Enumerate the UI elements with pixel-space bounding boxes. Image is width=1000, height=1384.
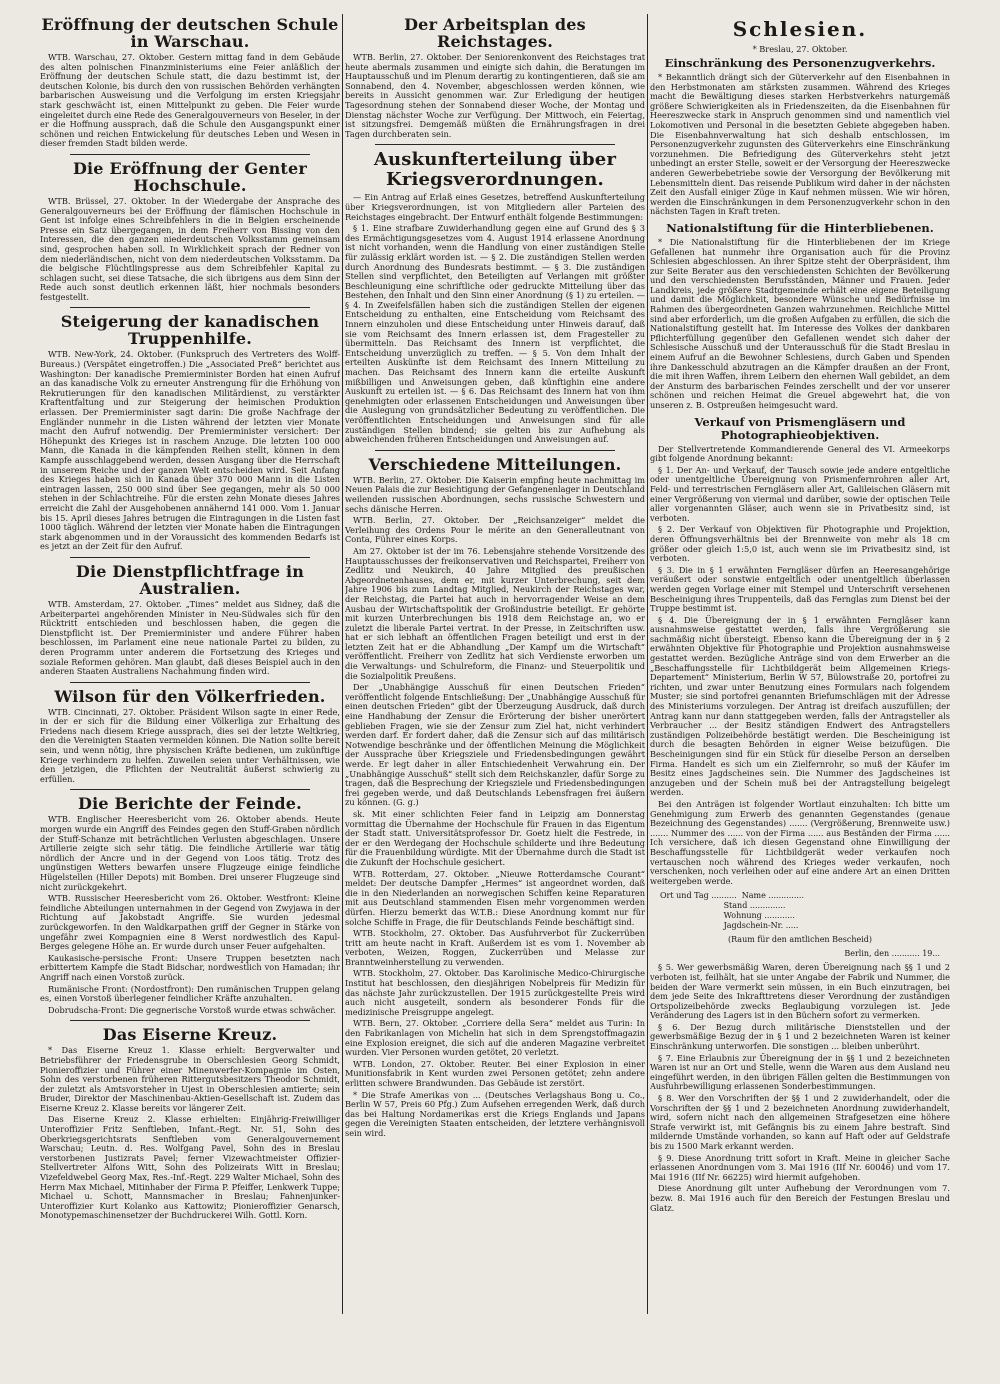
- article-text: WTB. Amsterdam, 27. Oktober. „Times“ meldet aus Sidney, daß die Arbeiterpartei angehörenden Minister in Neu-Südwales sich für den Rücktritt entschieden und beschlossen haben, die gegen die Dienstpflicht ist. Der Premierminister und andere Führer haben beschlossen, im Parlament eine neue nationale Partei zu bilden, zu deren Programm unter anderem die Fortsetzung des Krieges und soziale Reformen gehören. Man glaubt, daß dieses Beispiel auch in den anderen Staaten Australiens Nachahmung finden wird.: [40, 598, 340, 677]
- article-text: § 1. Eine strafbare Zuwiderhandlung gegen eine auf Grund des § 3 des Ermächtigungsgesetzes vom 4. August 1914 erlassene Anordnung ist nicht vorhanden, wenn die Handlung von einer zuständigen Stelle für zulässig erklärt worden ist. — § 2. Die zuständigen Stellen werden durch Anordnung des Bundesrats bestimmt. — § 3. Die zuständigen Stellen sind verpflichtet, den Beteiligten auf Verlangen mit größter Beschleunigung eine schriftliche oder gedruckte Mitteilung über das Bestehen, den Inhalt und den Sinn einer Anordnung (§ 1) zu erteilen. — § 4. In Zweifelsfällen haben sich die zuständigen Stellen der eigenen Entscheidung zu enthalten, eine Entscheidung vom Reichsamt des Innern einzuholen und diese Entscheidung unter Hinweis darauf, daß sie vom Reichsamt des Innern erlassen ist, dem Fragesteller zu übermitteln. Das Reichsamt des Innern ist verpflichtet, die Entscheidung unverzüglich zu treffen. — § 5. Von dem Inhalt der erteilten Auskünfte ist dem Reichsamt des Innern Mitteilung zu machen. Das Reichsamt des Innern kann die erteilte Auskunft mißbilligen und Anweisungen geben, daß künftighin eine andere Auskunft zu erteilen ist. — § 6. Das Reichsamt des Innern hat von ihm genehmigten oder erlassenen Entscheidungen und Anweisungen über die Auslegung von grundsätzlicher Bedeutung zu veröffentlichen. Die veröffentlichten Entscheidungen und Anweisungen sind für alle zuständigen Stellen bindend; sie gelten bis zur Aufhebung als abweichenden früheren Entscheidungen und Anweisungen auf.: [345, 223, 645, 445]
- article-mitteilungen: [345, 456, 645, 1139]
- article-text: WTB. Brüssel, 27. Oktober. In der Wiedergabe der Ansprache des Generalgouverneurs bei der Eröffnung der flämischen Hochschule in Gent ist infolge eines Schreibfehlers in die in Belgien erscheinende Presse ein Satz übergegangen, in dem Freiherr von Bissing von den Interessen, die den ganzen niederdeutschen Volksstamm gemeinsam sind, gesprochen haben soll. In Wirklichkeit sprach der Redner von dem niederländischen, nicht von dem niederdeutschen Volksstamm. Da die belgische Flüchtlingspresse aus dem Schreibfehler Kapital zu schlagen sucht, sei diese Tatsache, die sich übrigens aus dem Sinn der Rede auch sonst deutlich erkennen läßt, hier nochmals besonders festgestellt.: [40, 195, 340, 302]
- article-text: * Die Strafe Amerikas von ... (Deutsches Verlagshaus Bong u. Co., Berlin W 57, Preis 60 Pfg.) Zum Aufsehen erregenden Werk, daß durch das bei Haltung Nordamerikas erst die Kriegs Englands und Japans gegen die Vereinigten Staaten entscheiden, der letztere verhängnisvoll sein wird.: [345, 1089, 645, 1138]
- article-title: Nationalstiftung für die Hinterbliebenen.: [666, 220, 934, 235]
- article-text: § 1. Der An- und Verkauf, der Tausch sowie jede andere entgeltliche oder unentgeltliche Übereignung von Prismenfernrohren aller Art, Feld- und terrestrischen Ferngläsern aller Art, Galileischen Gläsern mit einer Vergrößerung von viermal und darüber, sowie der optischen Teile aller vorgenannten Gläser, auch wenn sie in Privatbesitz sind, ist verboten.: [650, 464, 950, 523]
- article-title: Verkauf von Prismengläsern und Photographieobjektiven.: [694, 414, 906, 442]
- article-title: Einschränkung des Personenzugverkehrs.: [664, 56, 936, 70]
- article-text: sk. Mit einer schlichten Feier fand in Leipzig am Donnerstag vormittag die Übernahme der Hochschule für Frauen in das Eigentum der Stadt statt. Universitätsprofessor Dr. Goetz hielt die Festrede, in der er den Werdegang der Hochschule schilderte und ihre Bedeutung für die Frauenbildung würdigte. Mit der Übernahme durch die Stadt ist die Zukunft der Hochschule gesichert.: [345, 808, 645, 867]
- column-rule: [647, 14, 648, 1314]
- article-text: Rumänische Front: (Nordostfront): Den rumänischen Truppen gelang es, einen Vorstoß überlegener feindlicher Kräfte anzuhalten.: [40, 983, 340, 1004]
- section-header: Schlesien.: [732, 17, 868, 41]
- article-text: Dobrudscha-Front: Die gegnerische Vorstoß wurde etwas schwächer.: [48, 1004, 336, 1015]
- divider: [70, 1020, 310, 1021]
- article-reichstag: [345, 16, 645, 139]
- divider: [70, 789, 310, 790]
- divider: [375, 144, 615, 145]
- divider: [70, 154, 310, 155]
- article-text: Diese Anordnung gilt unter Aufhebung der Verordnungen vom 7. bezw. 8. Mai 1916 auch für den Bereich der Festungen Breslau und Glatz.: [650, 1183, 950, 1213]
- form-line: Ort und Tag .......... Name ..............: [660, 891, 805, 901]
- article-title: Die Dienstpflichtfrage in Australien.: [75, 561, 305, 598]
- column-rule: [342, 14, 343, 1314]
- article-prismenglaeser-continued: [650, 891, 950, 1213]
- article-text: § 9. Diese Anordnung tritt sofort in Kraft. Meine in gleicher Sache erlassenen Anordnungen vom 3. Mai 1916 (IIf Nr. 60046) und vom 17. Mai 1916 (IIf Nr. 66225) wird hiermit aufgehoben.: [650, 1152, 950, 1182]
- form-line: Wohnung ............: [660, 911, 795, 921]
- form-line: Berlin, den ........... 19...: [844, 949, 940, 959]
- article-title: Die Berichte der Feinde.: [78, 794, 302, 814]
- article-text: § 2. Der Verkauf von Objektiven für Photographie und Projektion, deren Öffnungsverhältnis bei der Brennweite von mehr als 18 cm größer oder gleich 1:5,0 ist, auch wenn sie im Privatbesitz sind, ist verboten.: [650, 524, 950, 564]
- article-text: Am 27. Oktober ist der im 76. Lebensjahre stehende Vorsitzende des Hauptausschusses der freikonservativen und Reichspartei, Freiherr von Zedlitz und Neukirch, 40 Jahre Mitglied des preußischen Abgeordnetenhauses, dem er, mit kurzer Unterbrechung, seit dem Jahre 1906 bis zum Landtag Mitglied, Neukirch der Reichstages war, der Reichstag, die Partei hat auch in hervorragender Weise an dem Ausbau der Wirtschaftspolitik der Großindustrie beteiligt. Er gehörte mit kurzen Unterbrechungen bis 1918 dem Reichstage an, wo er zuletzt die liberale Partei vertrat. In der Presse, in Zeitschriften usw. hat er sich lebhaft an öffentlichen Fragen beteiligt und erst in der letzten Zeit hat er die Abhandlung „Der Kampf um die Wirtschaft“ veröffentlicht. Freiherr von Zedlitz hat sich Verdienste erworben um die Verwaltungs- und Schulreform, die Finanz- und Steuerpolitik und die Sozialpolitik Preußens.: [345, 545, 645, 681]
- divider: [375, 450, 615, 451]
- article-text: WTB. Stockholm, 27. Oktober. Das Ausfuhrverbot für Zuckerrüben tritt am heute nacht in Kraft. Außerdem ist es vom 1. November ab verboten, Weizen, Roggen, Zuckerrüben und Melasse zur Branntweinherstellung zu verwenden.: [345, 928, 645, 967]
- article-title: Verschiedene Mitteilungen.: [368, 454, 622, 474]
- article-text: WTB. Warschau, 27. Oktober. Gestern mittag fand in dem Gebäude des alten polnischen Finanzministeriums eine Feier anläßlich der Eröffnung der deutschen Schule statt, die dazu bestimmt ist, der deutschen Kolonie, bis durch den von russischen Behörden verhängten barbarischen Ausweisung und die Verfolgung im ersten Kriegsjahr stark geschwächt ist, einen Mittelpunkt zu geben. Die Feier wurde eingeleitet durch eine Rede des Generalgouverneurs von Beseler, in der er die Hoffnung aussprach, daß die Schule den Ausgangspunkt einer schönen und reichen Entwickelung für deutsches Leben und Wesen in dieser fremden Stadt bilden werde.: [40, 52, 340, 149]
- article-nationalstiftung: [650, 222, 950, 411]
- article-text: WTB. Russischer Heeresbericht vom 26. Oktober. Westfront: Kleine feindliche Abteilungen unternahmen in der Gegend von Zwyjawa in der Richtung auf Jakobstadt Angriffe. Sie wurden jedesmal zurückgeworfen. In den Waldkarpathen griff der Gegner in Stärke von ungefähr zwei Kompagnien eine 8 Werst nordwestlich des Kapul-Berges gelegene Höhe an. Er wurde durch unser Feuer aufgehalten.: [40, 893, 340, 952]
- column-2: [345, 14, 645, 1314]
- article-personenzug: [650, 57, 950, 217]
- article-text: WTB. Berlin, 27. Oktober. Der „Reichsanzeiger“ meldet die Verleihung des Ordens Pour le mérite an den Generalleutnant von Conta, Führer eines Korps.: [345, 515, 645, 545]
- article-prismenglaeser: [650, 416, 950, 887]
- article-kanada: [40, 313, 340, 551]
- article-text: § 7. Eine Erlaubnis zur Übereignung der in §§ 1 und 2 bezeichneten Waren ist nur an Ort und Stelle, wenn die Waren aus dem Ausland neu eingeführt werden, in den übrigen Fällen gelten die Bestimmungen von Ausfuhrbewilligung erlassenen Sonderbestimmungen.: [650, 1052, 950, 1092]
- article-text: WTB. London, 27. Oktober. Reuter. Bei einer Explosion in einer Munitionsfabrik in Kent wurden zwei Personen getötet; zehn andere erlitten schwere Brandwunden. Das Gebäude ist zerstört.: [345, 1058, 645, 1088]
- article-title: Das Eiserne Kreuz.: [102, 1025, 278, 1045]
- divider: [70, 307, 310, 308]
- article-text: WTB. Rotterdam, 27. Oktober. „Nieuwe Rotterdamsche Courant“ meldet: Der deutsche Dampfer „Hermes“ ist angeordnet worden, daß die in den Niederlanden an norwegischen Schiffen keine Reparaturen mit aus Deutschland stammenden Eisen mehr vorgenommen werden dürfen. Hierzu bemerkt das W.T.B.: Diese Anordnung kommt nur für solche Schiffe in Frage, die für Deutschlands Feinde beschäftigt sind.: [345, 868, 645, 927]
- article-text: WTB. Bern, 27. Oktober. „Corriere della Sera“ meldet aus Turin: In den Fabrikanlagen von Michelin hat sich in dem Sprengstoffmagazin eine Explosion ereignet, die sich auf die anderen Magazine verbreitet wurden. Vier Personen wurden getötet, 20 verletzt.: [345, 1018, 645, 1058]
- article-title: Der Arbeitsplan des Reichstages.: [404, 15, 586, 51]
- article-title: Auskunfterteilung über Kriegsverordnungen.: [373, 149, 617, 191]
- article-text: * Die Nationalstiftung für die Hinterbliebenen der im Kriege Gefallenen hat nunmehr ihre Organisation auch für die Provinz Schlesien abgeschlossen. An ihrer Spitze steht der Oberpräsident, ihm zur Seite Berater aus den verschiedensten Schichten der Bevölkerung und den verschiedensten Berufsständen, Männer und Frauen. Jeder Landkreis, jede größere Stadtgemeinde erhält eine eigene Beteiligung und damit die Möglichkeit, besondere Wünsche und Bedürfnisse im Rahmen des übergeordneten Ganzen wahrzunehmen. Reichliche Mittel sind aber erforderlich, um die großen Aufgaben zu erfüllen, die sich die Nationalstiftung gestellt hat. Im Interesse des Volkes der dankbaren Pflichterfüllung gegenüber den Gefallenen wendet sich daher der Schlesische Ausschuß und der Unterausschuß für die Stadt Breslau in einem Aufruf an die Bewohner Schlesiens, durch Gaben und Spenden ihre Dankesschuld abzutragen an die Kämpfer draußen an der Front, die mit ihren Waffen, ihrem Leibern den ehernen Wall gebildet, an dem der Ansturm des barbarischen Feindes zerschellt und der vor unserer schönen und reichen Heimat die Greuel abgewehrt hat, die von unseren z. B. Ostpreußen heimgesucht ward.: [650, 236, 950, 410]
- article-text: § 6. Der Bezug durch militärische Dienststellen und der gewerbsmäßige Bezug der in § 1 und 2 bezeichneten Waren ist keiner Einschränkung unterworfen. Die sonstigen ... bleiben unberührt.: [650, 1021, 950, 1052]
- article-title: Eröffnung der deutschen Schule in Warschau.: [41, 15, 339, 51]
- article-text: WTB. New-York, 24. Oktober. (Funkspruch des Vertreters des Wolff-Bureaus.) (Verspätet eingetroffen.) Die „Associated Preß“ berichtet aus Washington: Der kanadische Premierminister Borden hat einen Aufruf an das kanadische Volk zu erneuter Anstrengung für die Erhöhung von Rekrutierungen für den kanadischen Militärdienst, zu verstärkter Kraftentfaltung und zur Steigerung der heimischen Produktion erlassen. Der Premierminister sagt darin: Die große Nachfrage der Engländer nunmehr in die Listen während der letzten vier Monate macht den Aufruf notwendig. Der Premierminister versichert: Der Höhepunkt des Krieges ist in raschem Anzuge. Die letzten 100 000 Mann, die Kanada in die kämpfenden Reihen stellt, können in dem Kampfe ausschlaggebend werden, dessen Ausgang über die Herrschaft in unserem Reiche und der ganzen Welt entscheiden wird. Seit Anfang des Krieges haben sich in Kanada über 370 000 Mann in die Listen eintragen lassen, 250 000 sind über See gegangen, mehr als 50 000 stehen in der Schlachtreihe. Für die ersten zehn Monate dieses Jahres erreicht die Zahl der Ausgehobenen annähernd 141 000. Vom 1. Januar bis 15. April dieses Jahres betrugen die Eintragungen in die Listen fast 1000 täglich. Während der letzten vier Monate haben die Eintragungen stark abgenommen und in der Voraussicht des kommenden Bedarfs ist es jetzt an der Zeit für den Aufruf.: [40, 349, 340, 552]
- form-line: Stand ..............: [660, 901, 786, 911]
- article-text: Kaukasische-persische Front: Unsere Truppen besetzten nach erbittertem Kampfe die Stadt Bidschar, nordwestlich von Hamadan; ihr Angriff nach einen Vorstoß zurück.: [40, 952, 340, 982]
- article-text: * Bekanntlich drängt sich der Güterverkehr auf den Eisenbahnen in den Herbstmonaten am stärksten zusammen. Während des Krieges macht die Bewältigung dieses starken Herbstverkehrs naturgemäß größere Schwierigkeiten als in Friedenszeiten, da die Eisenbahnen für Heereszwecke stark in Anspruch genommen sind und namentlich viel Lokomotiven und Personal in die besetzten Gebiete abgegeben haben. Die Eisenbahnverwaltung hat sich deshalb entschlossen, im Personenzugverkehr zugunsten des Güterverkehrs eine Einschränkung vorzunehmen. Die Befriedigung des Güterverkehrs steht jetzt unbedingt an erster Stelle, soweit er der Versorgung der Heereszwecke anderen Gewerbebetriebe sowie der Versorgung der Bevölkerung mit Lebensmitteln dient. Das reisende Publikum wird daher in der nächsten Zeit den Ausfall einiger Züge in Kauf nehmen müssen. Wie wir hören, werden die Einschränkungen in dem Personenzugverkehr schon in den nächsten Tagen in Kraft treten.: [650, 72, 950, 217]
- article-text: WTB. Berlin, 27. Oktober. Die Kaiserin empfing heute nachmittag im Neuen Palais die zur Besichtigung der Gefangenenlager in Deutschland weilenden russischen Abordnungen, sechs russische Schwestern und sechs dänische Herren.: [345, 474, 645, 514]
- article-text: WTB. Stockholm, 27. Oktober. Das Karolinische Medico-Chirurgische Institut hat beschlossen, den diesjährigen Nobelpreis für Medizin für das nächste Jahr zurückzustellen. Der 1915 zurückgestellte Preis wird auch nicht ausgeteilt, sondern als besonderer Fonds für die medizinische Preisgruppe angelegt.: [345, 968, 645, 1017]
- article-title: Steigerung der kanadischen Truppenhilfe.: [60, 312, 320, 349]
- article-text: * Das Eiserne Kreuz 1. Klasse erhielt: Bergverwalter und Betriebsführer der Friedensgrube in Oberschlesien Georg Schmidt, Pionieroffizier und Führer einer Minenwerfer-Kompagnie im Osten, Sohn des verstorbenen früheren Rittergutsbesitzers Theodor Schmidt, der zuletzt als Amtsvorsteher in Ujest in Oberschlesien amtierte; sein Bruder, Direktor der Maschinenbau-Aktien-Gesellschaft ist. Zudem das Eiserne Kreuz 2. Klasse bereits vor längerer Zeit.: [40, 1045, 340, 1113]
- divider: [70, 557, 310, 558]
- article-text: § 4. Die Übereignung der in § 1 erwähnten Ferngläser kann ausnahmsweise gestattet werden, falls ihre Vergrößerung sie sachmäßig nicht übersteigt. Ebenso kann die Übereignung der in § 2 erwähnten Objektive für Photographie und Projektion ausnahmsweise gestattet werden. Bezügliche Anträge sind von dem Erwerber an die „Beschaffungsstelle für Lichtbildgerät beim Allgemeinen Kriegs-Departement“ Ministerium, Berlin W 57, Bülowstraße 20, portofrei zu richten, und zwar unter Benutzung eines Formulars nach folgendem Muster; sie sind portofrei genannten Briefumschlägen mit der Adresse des Ministeriums vorzulegen. Der Antrag ist dreifach auszufüllen; der Antrag kann nur dann stattgegeben werden, falls der Antragsteller als Verbraucher ... der Besitz ständigen Endwert des Antragstellers zuständigen Polizeibehörde bestätigt werden. Die Bescheinigung ist durch die besagten Behörden in eigner Weise beizufügen. Die Bescheinigungen sind für ein Stück für dieselbe Person an derselben Firma. Handelt es sich um ein Zielfernrohr, so muß der Käufer im Besitz eines Jagdscheines sein. Die Nummer des Jagdscheines ist anzugeben und der Schein muß bei der Antragstellung beigelegt werden.: [650, 614, 950, 798]
- article-text: Das Eiserne Kreuz 2. Klasse erhielten: Einjährig-Freiwilliger Unteroffizier Fritz Senftleben, Infant.-Regt. Nr. 51, Sohn des Oberkriegsgerichtsrats Senftleben vom Generalgouvernement Warschau; Leutn. d. Res. Wolfgang Pavel, Sohn des in Breslau verstorbenen Justizrats Pavel; ferner Vizewachtmeister Offizier-Stellvertreter Alfons Witt, Sohn des Polizeirats Witt in Breslau; Vizefeldwebel Georg Max, Res.-Inf.-Regt. 229 Walter Michael, Sohn des Herrn Max Michael, Mitinhaber der Firma P. Pfeiffer, Lenkwerk Tuppe; Michael u. Schott, Mannsmacher in Breslau; Fahnenjunker-Unteroffizier Kurt Kolanko aus Kattowitz; Pionieroffizier Genarsch, Monotypemaschinensetzer der Buchdruckerei Wilh. Gottl. Korn.: [40, 1114, 340, 1221]
- article-eisernes-kreuz: [40, 1026, 340, 1221]
- article-text: Bei den Anträgen ist folgender Wortlaut einzuhalten: Ich bitte um Genehmigung zum Erwerb des genannten Gegenstandes (genaue Bezeichnung des Gegenstandes) ....... (Vergrößerung, Brennweite usw.) ....... Nummer des ...... von der Firma ...... aus Beständen der Firma ...... Ich versichere, daß ich diesen Gegenstand ohne Einwilligung der Beschaffungsstelle für Lichtbildgerät weder verkaufen noch vertauschen noch während des Krieges weder verkaufen, noch verschenken, noch verleihen oder auf eine andere Art an einen Dritten weitergeben werde.: [650, 798, 950, 886]
- article-text: WTB. Cincinnati, 27. Oktober. Präsident Wilson sagte in einer Rede, in der er sich für die Bildung einer Völkerliga zur Erhaltung des Friedens nach diesem Kriege aussprach, dies sei der letzte Weltkrieg, den die Vereinigten Staaten vermeiden können. Die Nation sollte bereit sein, und wenn nötig, ihre physischen Kräfte bedienen, um zukünftige Kriege verhindern zu helfen. Zuweilen seien unter Verhältnissen, wie den jetzigen, die Pflichten der Neutralität äußerst schwierig zu erfüllen.: [40, 706, 340, 784]
- article-australien: [40, 563, 340, 677]
- article-text: — Ein Antrag auf Erlaß eines Gesetzes, betreffend Auskunfterteilung über Kriegsverordnungen, ist von Mitgliedern aller Parteien des Reichstages eingebracht. Der Entwurf enthält folgende Bestimmungen:: [345, 192, 645, 222]
- article-text: § 3. Die in § 1 erwähnten Ferngläser dürfen an Heeresangehörige veräußert oder sonstwie entgeltlich oder unentgeltlich überlassen werden gegen Vorlage einer mit Stempel und Unterschrift versehenen Bescheinigung ihres Truppenteils, daß das Fernglas zum Dienst bei der Truppe bestimmt ist.: [650, 564, 950, 614]
- article-text: Der „Unabhängige Ausschuß für einen Deutschen Frieden“ veröffentlicht folgende Entschließung: Der „Unabhängige Ausschuß für einen deutschen Frieden“ gibt der Überzeugung Ausdruck, daß durch eine Handhabung der Zensur die Erörterung der bisher unerörtert geblieben Fragen, wie sie der Zensur zum Ziel hat, nicht verhindert werden darf. Er fordert daher, daß die Zensur sich auf das militärisch Notwendige beschränke und der öffentlichen Meinung die Möglichkeit der Aussprache über Kriegsziele und Friedensbedingungen gewährt werde. Er legt daher in aller Entschiedenheit Verwahrung ein. Der „Unabhängige Ausschuß“ stellt sich dem Reichskanzler, dafür Sorge zu tragen, daß die Besprechung der Kriegsziele und Friedensbedingungen frei gegeben werde, und daß Deutschlands Lebensfragen frei äußern zu können. (G. g.): [345, 682, 645, 808]
- column-3: [650, 14, 950, 1314]
- article-text: § 8. Wer den Vorschriften der §§ 1 und 2 zuwiderhandelt, oder die Vorschriften der §§ 1 und 2 bezeichneten Anordnung zuwiderhandelt, wird, sofern nicht nach den allgemeinen Strafgesetzen eine höhere Strafe verwirkt ist, mit Gefängnis bis zu einem Jahre bestraft. Sind mildernde Umstände vorhanden, so kann auf Haft oder auf Geldstrafe bis zu 1500 Mark erkannt werden.: [650, 1093, 950, 1151]
- dateline: * Breslau, 27. Oktober.: [752, 44, 848, 54]
- article-feinde: [40, 795, 340, 1015]
- form-line: Jagdschein-Nr. .....: [660, 921, 799, 931]
- article-title: Die Eröffnung der Genter Hochschule.: [72, 158, 308, 195]
- divider: [70, 682, 310, 683]
- article-gent: [40, 160, 340, 303]
- article-title: Wilson für den Völkerfrieden.: [54, 686, 326, 706]
- article-text: Der Stellvertretende Kommandierende General des VI. Armeekorps gibt folgende Anordnung bekannt:: [650, 443, 950, 464]
- column-1: [40, 14, 340, 1314]
- form-line: (Raum für den amtlichen Bescheid): [727, 935, 873, 945]
- article-text: WTB. Englischer Heeresbericht vom 26. Oktober abends. Heute morgen wurde ein Angriff des Feindes gegen den Stuff-Graben nördlich der Stuff-Schanze mit beträchtlichen Verlusten abgeschlagen. Unsere Artillerie zeigte sich sehr tätig. Die feindliche Artillerie war tätig nördlich der Ancre und in der Gegend von Loos tätig. Trotz des ungünstigen Wetters bewarfen unsere Flugzeuge einige feindliche Hügelstellen (Hiller Depots) mit Bomben. Drei unserer Flugzeuge sind nicht zurückgekehrt.: [40, 814, 340, 892]
- article-text: § 5. Wer gewerbsmäßig Waren, deren Übereignung nach §§ 1 und 2 verboten ist, feilhält, hat sie unter Angabe der Fabrik und Nummer, die beiden der Ware vermerkt sein müssen, in ein Buch einzutragen, bei dem jede Seite des Inkrafttretens dieser Verordnung der zuständigen Ortspolizeibehörde zwecks Beglaubigung vorzulegen ist. Jede Veränderung des Lagers ist in den Büchern sofort zu vermerken.: [650, 962, 950, 1021]
- article-warschau: [40, 16, 340, 149]
- article-auskunft: [345, 150, 645, 444]
- article-wilson: [40, 688, 340, 785]
- article-text: WTB. Berlin, 27. Oktober. Der Seniorenkonvent des Reichstages trat heute abermals zusammen und einigte sich dahin, die Beratungen im Hauptausschuß und im Plenum derartig zu kontingentieren, daß sie am Sonnabend, den 4. November, abgeschlossen werden können, wie bereits in Aussicht genommen war. Zur Erledigung der heutigen Tagesordnung stehen der Sonnabend dieser Woche, der Montag und Dienstag nächster Woche zur Verfügung. Der Mittwoch, ein Feiertag, ist sitzungsfrei. Demgemäß müßten die Ernährungsfragen in drei Tagen durchberaten sein.: [345, 52, 645, 139]
